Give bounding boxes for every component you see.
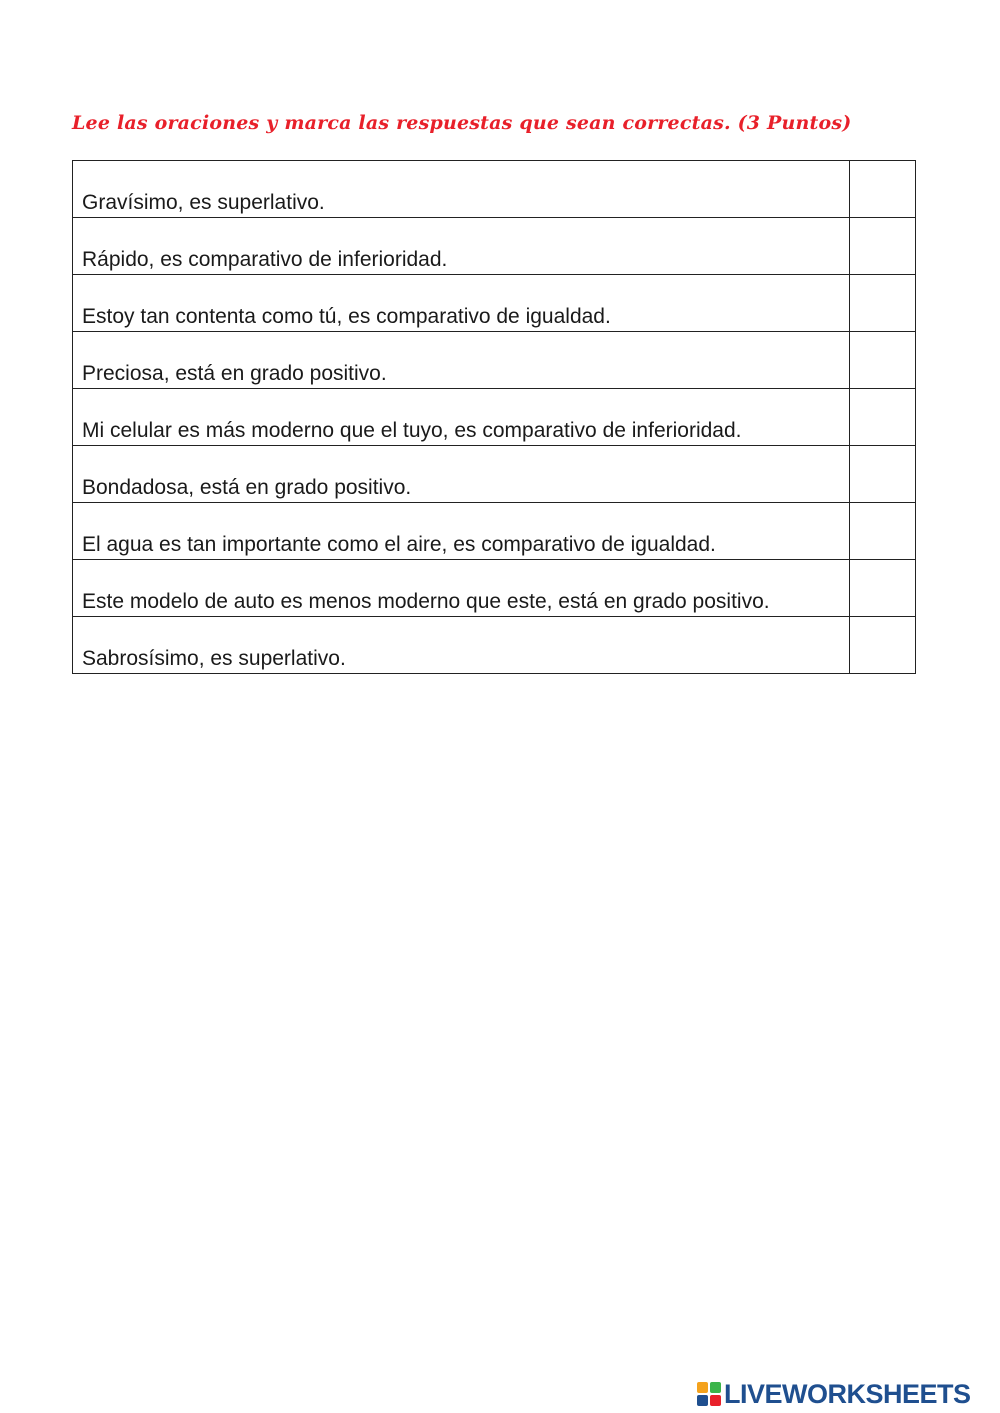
answer-checkbox[interactable] (849, 275, 915, 332)
table-row (73, 560, 916, 617)
table-row (73, 332, 916, 389)
answer-checkbox[interactable] (849, 503, 915, 560)
sentence-text: Estoy tan contenta como tú, es comparativo de igualdad. (73, 275, 850, 332)
answer-checkbox[interactable] (849, 218, 915, 275)
sentence-text: Sabrosísimo, es superlativo. (73, 617, 850, 674)
sentence-text: El agua es tan importante como el aire, es comparativo de igualdad. (73, 503, 850, 560)
sentence-text: Gravísimo, es superlativo. (73, 161, 850, 218)
liveworksheets-logo-icon (697, 1382, 721, 1406)
sentence-text: Mi celular es más moderno que el tuyo, es comparativo de inferioridad. (73, 389, 850, 446)
answer-checkbox[interactable] (849, 560, 915, 617)
instruction-heading: Lee las oraciones y marca las respuestas que sean correctas. (3 Puntos) (72, 112, 852, 134)
table-row (73, 617, 916, 674)
liveworksheets-logo (697, 1378, 971, 1410)
sentence-text: Este modelo de auto es menos moderno que este, está en grado positivo. (73, 560, 850, 617)
sentence-text: Preciosa, está en grado positivo. (73, 332, 850, 389)
answer-checkbox[interactable] (849, 617, 915, 674)
table-row (73, 389, 916, 446)
table-row (73, 218, 916, 275)
table-row (73, 161, 916, 218)
sentence-text: Bondadosa, está en grado positivo. (73, 446, 850, 503)
table-row (73, 275, 916, 332)
table-row (73, 446, 916, 503)
answer-table (72, 160, 916, 674)
answer-checkbox[interactable] (849, 446, 915, 503)
sentence-text: Rápido, es comparativo de inferioridad. (73, 218, 850, 275)
logo-text: LIVEWORKSHEETS (724, 1378, 971, 1409)
table-row (73, 503, 916, 560)
answer-checkbox[interactable] (849, 389, 915, 446)
answer-checkbox[interactable] (849, 332, 915, 389)
answer-checkbox[interactable] (849, 161, 915, 218)
